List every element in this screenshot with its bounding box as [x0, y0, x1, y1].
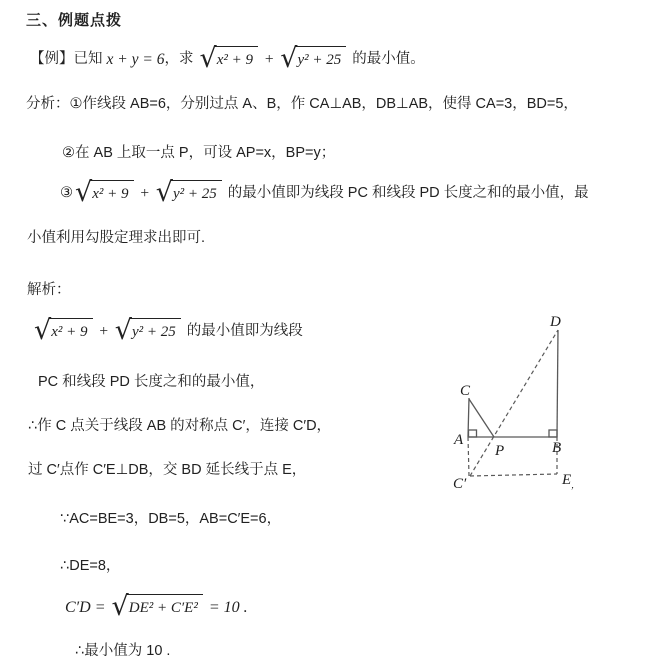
math-text: x + y = 6: [106, 50, 165, 68]
text-line-5: [27, 230, 205, 247]
math-text: = 10 .: [204, 598, 248, 616]
cjk-text: 过 C′点作 C′E⊥DB，交 BD 延长线于点 E，: [28, 462, 307, 478]
radicand-text: DE² + C′E²: [127, 594, 203, 620]
cjk-text: 分析：①作线段 AB=6，分别过点 A、B，作 CA⊥AB，DB⊥AB，使得 CA=3，BD=5，: [26, 96, 578, 112]
radicand-text: y² + 25: [130, 318, 181, 344]
sqrt-expression: [111, 591, 203, 622]
radical-sign-icon: √: [155, 177, 173, 208]
cjk-text: 的最小值即为线段 PC 和线段 PD 长度之和的最小值，最: [223, 184, 589, 201]
radicand-text: y² + 25: [171, 180, 222, 206]
radicand-text: y² + 25: [295, 46, 346, 72]
label-B: B: [552, 440, 562, 456]
section-title: 三、例题点拨: [26, 12, 123, 29]
cjk-text: ②在 AB 上取一点 P，可设 AP=x，BP=y；: [62, 145, 336, 161]
cjk-text: 解析：: [27, 282, 71, 298]
sqrt-expression: [34, 315, 93, 346]
cjk-text: ∵AC=BE=3，DB=5，AB=C′E=6，: [60, 511, 282, 527]
text-line-9: [28, 418, 331, 435]
label-D: D: [550, 314, 561, 330]
text-line-11: [60, 511, 281, 528]
dashed-segment-CprimeE: [470, 474, 557, 476]
text-line-7: [32, 316, 303, 346]
sqrt-expression: [199, 43, 259, 74]
dashed-segment-CprimeD: [470, 330, 558, 476]
label-P: P: [495, 443, 505, 459]
segment-CP: [469, 399, 494, 437]
right-angle-marker-A: [469, 430, 477, 437]
radical-sign-icon: √: [75, 177, 93, 208]
text-line-12: [60, 558, 120, 575]
text-line-3: [62, 145, 335, 162]
dashed-segment-ACprime: [468, 437, 469, 476]
cjk-text: ，求: [164, 50, 198, 67]
text-line-14: [75, 643, 170, 660]
math-text: +: [260, 50, 279, 68]
label-C-prime: C′: [453, 476, 467, 492]
sqrt-expression: [75, 177, 134, 208]
radicand-text: x² + 9: [215, 46, 258, 72]
label-C: C: [460, 383, 471, 399]
cjk-text: ∴作 C 点关于线段 AB 的对称点 C′，连接 C′D，: [28, 418, 332, 434]
radicand-text: x² + 9: [49, 318, 92, 344]
sqrt-expression: [114, 315, 181, 346]
radical-sign-icon: √: [114, 315, 132, 346]
geometry-diagram: [440, 300, 600, 510]
math-text: +: [94, 322, 113, 340]
cjk-text: 小值利用勾股定理求出即可.: [27, 230, 206, 246]
right-angle-marker-B: [549, 430, 557, 437]
label-comma: ，: [571, 480, 581, 490]
text-line-8: [38, 374, 264, 391]
segment-BD: [557, 330, 558, 437]
radical-sign-icon: √: [34, 315, 52, 346]
label-E: E: [562, 472, 572, 488]
sqrt-expression: [155, 177, 222, 208]
cjk-text: 【例】已知: [30, 50, 107, 67]
sqrt-expression: [280, 43, 346, 74]
text-line-2: [26, 96, 578, 113]
math-text: +: [135, 184, 154, 202]
cjk-text: 的最小值即为线段: [182, 322, 303, 339]
cjk-text: ③: [60, 184, 73, 201]
radical-sign-icon: √: [111, 591, 129, 622]
text-line-13: [65, 592, 248, 622]
cjk-text: PC 和线段 PD 长度之和的最小值，: [38, 374, 265, 390]
label-A: A: [454, 432, 464, 448]
text-line-6: [27, 282, 71, 299]
text-line-4: [60, 178, 589, 208]
text-line-10: [28, 462, 306, 479]
text-line-1: [30, 44, 425, 74]
cjk-text: 的最小值。: [348, 50, 425, 67]
radicand-text: x² + 9: [90, 180, 133, 206]
cjk-text: ∴最小值为 10 .: [75, 643, 171, 659]
radical-sign-icon: √: [199, 43, 217, 74]
radical-sign-icon: √: [280, 43, 298, 74]
cjk-text: ∴DE=8，: [60, 558, 121, 574]
math-text: C′D =: [65, 598, 110, 616]
